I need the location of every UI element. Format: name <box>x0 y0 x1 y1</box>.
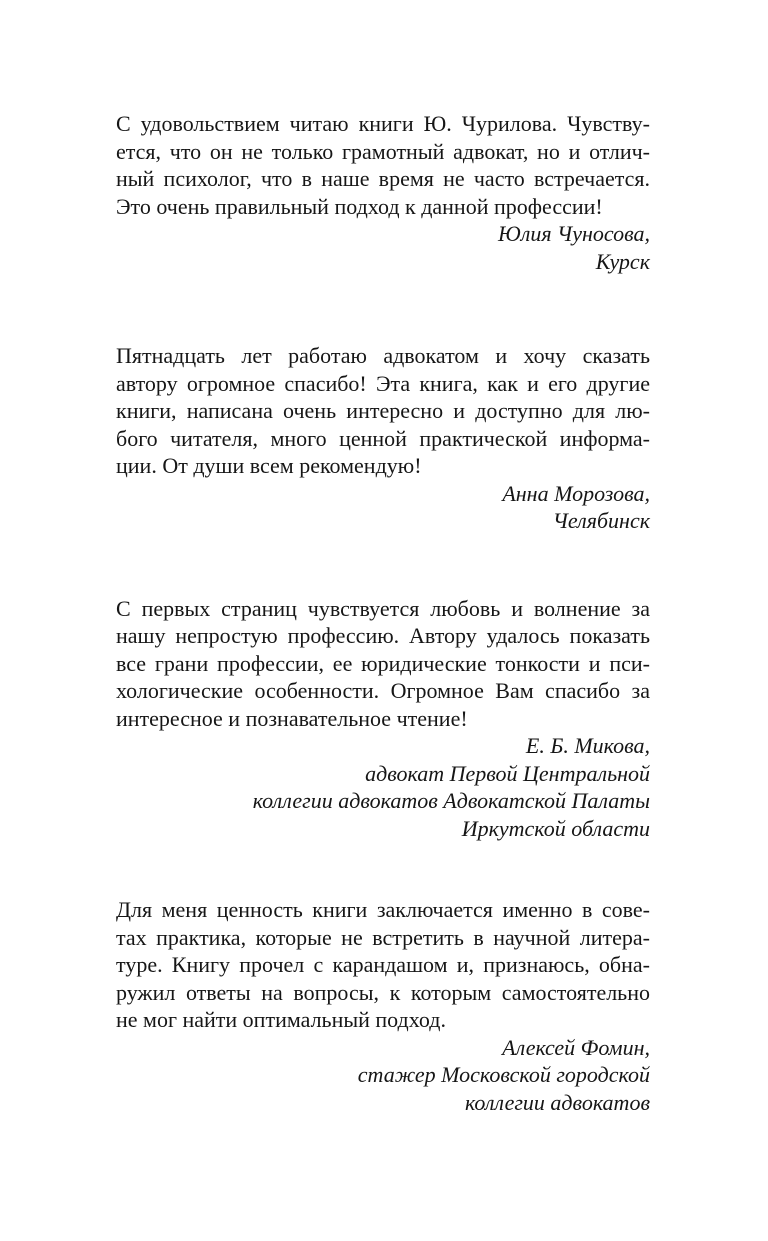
attribution-city: Челябинск <box>552 508 650 533</box>
quote-line: ный психолог, что в наше время не часто встречается. <box>116 166 650 191</box>
quote-line: Пятнадцать лет работаю адвокатом и хочу сказать <box>116 343 650 368</box>
attribution-name: Е. Б. Микова, <box>525 733 650 758</box>
attribution-name: Анна Морозова, <box>502 480 650 506</box>
quote-line: ется, что он не только грамотный адвокат, но и отлич- <box>116 138 650 164</box>
quote-line: тах практика, которые не встретить в научной литера- <box>116 924 650 950</box>
testimonial-block-1 <box>116 110 650 275</box>
quote-line: книги, написана очень интересно и доступно для лю- <box>116 398 650 423</box>
quote-line: Это очень правильный подход к данной профессии! <box>116 193 603 219</box>
quote-line: все грани профессии, ее юридические тонкости и пси- <box>116 650 650 676</box>
quote-line: С первых страниц чувствуется любовь и волнение за <box>116 595 650 621</box>
quote-line: не мог найти оптимальный подход. <box>116 1007 446 1032</box>
quote-line: ции. От души всем рекомендую! <box>116 453 422 478</box>
attribution-role: коллегии адвокатов Адвокатской Палаты <box>252 788 650 813</box>
attribution-name: Юлия Чуносова, <box>498 221 650 246</box>
attribution-role: стажер Московской городской <box>357 1062 650 1087</box>
attribution-city: Курск <box>595 248 650 274</box>
quote-line: интересное и познавательное чтение! <box>116 705 468 731</box>
attribution-role: Иркутской области <box>461 815 650 841</box>
quote-line: хологические особенности. Огромное Вам спасибо за <box>116 678 650 703</box>
quote-line: ружил ответы на вопросы, к которым самостоятельно <box>116 979 650 1005</box>
quote-line: автору огромное спасибо! Эта книга, как и его другие <box>116 370 650 396</box>
quote-line: Для меня ценность книги заключается именно в сове- <box>116 897 650 922</box>
testimonial-block-3 <box>116 595 650 843</box>
attribution-role: адвокат Первой Центральной <box>365 760 650 786</box>
quote-line: нашу непростую профессию. Автору удалось показать <box>116 623 650 648</box>
attribution-role: коллегии адвокатов <box>464 1089 650 1115</box>
quote-line: бого читателя, много ценной практической информа- <box>116 425 650 451</box>
testimonial-block-2 <box>116 342 650 535</box>
quote-line: С удовольствием читаю книги Ю. Чурилова. Чувству- <box>116 111 650 136</box>
testimonial-block-4 <box>116 896 650 1116</box>
quote-line: туре. Книгу прочел с карандашом и, признаюсь, обна- <box>116 952 650 977</box>
text-column <box>116 110 650 1116</box>
attribution-name: Алексей Фомин, <box>502 1034 650 1060</box>
